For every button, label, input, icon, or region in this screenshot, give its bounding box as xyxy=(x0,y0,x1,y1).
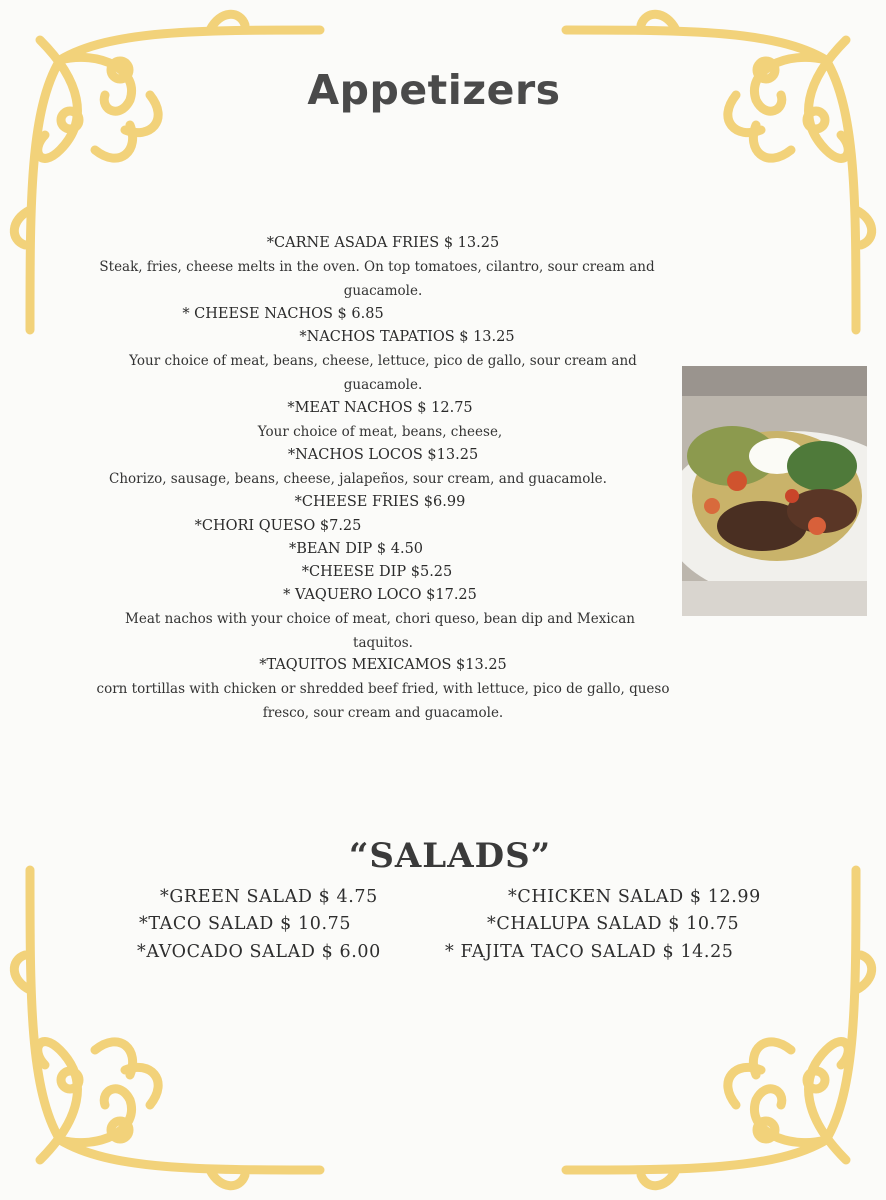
menu-item-name: *MEAT NACHOS $ 12.75 xyxy=(287,400,473,416)
menu-item-desc: Meat nachos with your choice of meat, chori queso, bean dip and Mexican xyxy=(125,611,635,627)
salad-item: * FAJITA TACO SALAD $ 14.25 xyxy=(445,942,734,962)
menu-item-desc: guacamole. xyxy=(343,283,423,299)
menu-item-desc: guacamole. xyxy=(343,377,423,393)
salad-item: *AVOCADO SALAD $ 6.00 xyxy=(137,942,381,962)
ornamental-corner-icon xyxy=(556,860,886,1200)
menu-item-name: *CHORI QUESO $7.25 xyxy=(194,518,362,534)
menu-item-name: * VAQUERO LOCO $17.25 xyxy=(283,587,477,603)
menu-item-desc: fresco, sour cream and guacamole. xyxy=(262,705,504,721)
salad-item: *CHICKEN SALAD $ 12.99 xyxy=(508,887,761,907)
page-title: Appetizers xyxy=(307,66,561,114)
menu-item-name: *CHEESE DIP $5.25 xyxy=(301,564,453,580)
menu-item-desc: corn tortillas with chicken or shredded beef fried, with lettuce, pico de gallo, queso xyxy=(96,681,670,697)
menu-item-desc: Your choice of meat, beans, cheese, lettuce, pico de gallo, sour cream and xyxy=(129,353,637,369)
menu-item-name: * CHEESE NACHOS $ 6.85 xyxy=(182,306,384,322)
menu-item-name: *CARNE ASADA FRIES $ 13.25 xyxy=(266,235,500,251)
nachos-photo xyxy=(682,366,867,616)
menu-item-desc: Steak, fries, cheese melts in the oven. On top tomatoes, cilantro, sour cream and xyxy=(99,259,655,275)
menu-item-name: *NACHOS TAPATIOS $ 13.25 xyxy=(299,329,515,345)
menu-item-name: *CHEESE FRIES $6.99 xyxy=(294,494,466,510)
salad-item: *GREEN SALAD $ 4.75 xyxy=(160,887,378,907)
salad-item: *CHALUPA SALAD $ 10.75 xyxy=(487,914,740,934)
salads-title: “SALADS” xyxy=(348,836,552,876)
menu-item-desc: taquitos. xyxy=(353,635,413,651)
menu-item-desc: Your choice of meat, beans, cheese, xyxy=(257,424,503,440)
salad-item: *TACO SALAD $ 10.75 xyxy=(139,914,352,934)
menu-item-desc: Chorizo, sausage, beans, cheese, jalapeños, sour cream, and guacamole. xyxy=(109,471,607,487)
menu-item-name: *NACHOS LOCOS $13.25 xyxy=(287,447,479,463)
menu-item-name: *TAQUITOS MEXICAMOS $13.25 xyxy=(259,657,507,673)
ornamental-corner-icon xyxy=(0,860,330,1200)
menu-item-name: *BEAN DIP $ 4.50 xyxy=(288,541,424,557)
